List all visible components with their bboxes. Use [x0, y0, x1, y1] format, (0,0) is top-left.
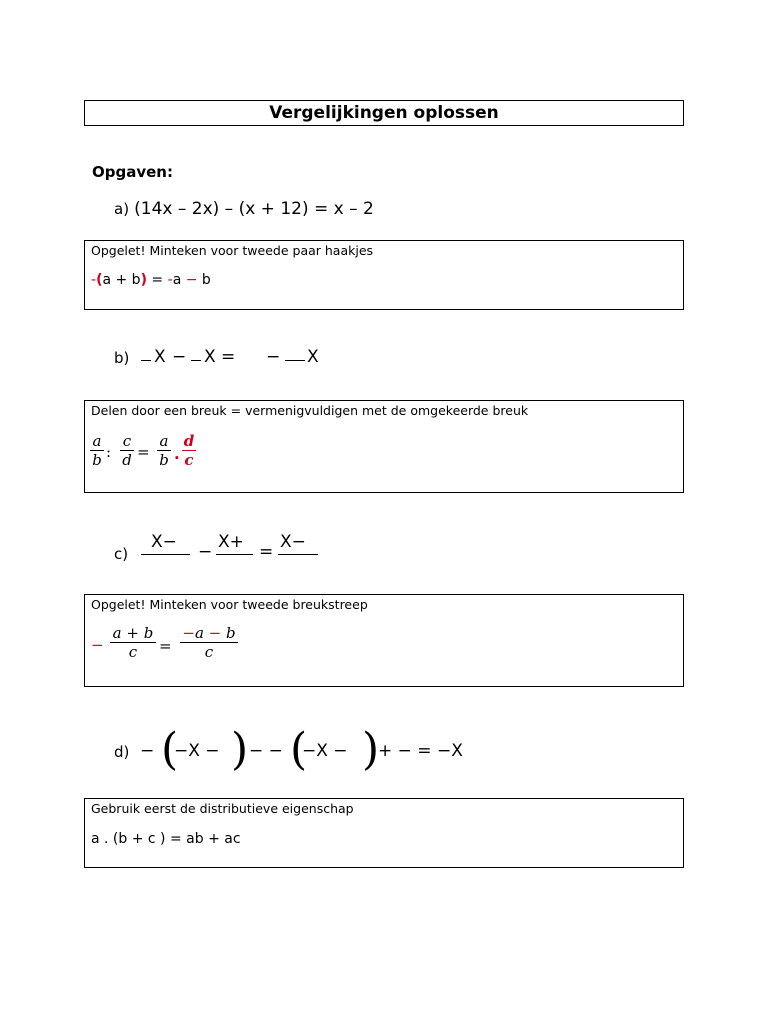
- exercise-d-inner2: −X −: [302, 741, 348, 761]
- exercise-d-label: d): [114, 743, 130, 761]
- exercise-d-lead-minus: −: [140, 741, 155, 761]
- exercise-d-tail: + − = −X: [378, 741, 463, 761]
- numerator: d: [183, 432, 195, 450]
- denominator: c: [128, 643, 138, 661]
- left-paren: (: [161, 724, 179, 775]
- formula-close-paren: ): [140, 272, 147, 288]
- exercise-d-middle: − −: [249, 741, 283, 761]
- fraction-d-over-c: [182, 432, 196, 469]
- page-title: Vergelijkingen oplossen: [84, 100, 684, 126]
- blank-line: [141, 360, 151, 361]
- denominator: b: [92, 451, 102, 469]
- exercise-a: [114, 199, 374, 219]
- fraction-bar: [216, 554, 253, 555]
- term-a: a: [194, 624, 209, 642]
- hint-box-b: [84, 400, 684, 493]
- section-label: Opgaven:: [92, 163, 173, 181]
- hint-box-a: [84, 240, 684, 310]
- left-paren: (: [290, 724, 308, 775]
- numerator: [180, 624, 238, 642]
- exercise-a-label: a): [114, 200, 130, 218]
- exercise-b-minus1: −: [172, 347, 187, 367]
- denominator: c: [204, 643, 214, 661]
- right-paren: ): [231, 724, 249, 775]
- lead-minus-sign: −: [91, 636, 104, 654]
- numerator: a: [92, 432, 102, 450]
- hint-box-c: [84, 594, 684, 687]
- exercise-c-term3: X−: [280, 532, 306, 552]
- formula-minus: -: [91, 272, 97, 288]
- denominator: d: [122, 451, 132, 469]
- hint-d-formula: a . (b + c ) = ab + ac: [91, 831, 241, 847]
- fraction-bar: [278, 554, 318, 555]
- exercise-c-term2: X+: [218, 532, 244, 552]
- formula-a: a: [172, 272, 186, 288]
- hint-a-formula: [91, 272, 211, 288]
- formula-b: b: [197, 272, 211, 288]
- hint-box-d: [84, 798, 684, 868]
- numerator: a: [159, 432, 169, 450]
- hint-a-heading: Opgelet! Minteken voor tweede paar haakjes: [91, 243, 374, 258]
- exercise-b-term1: X: [154, 347, 166, 367]
- fraction-neg-a-minus-b-over-c: [180, 624, 238, 661]
- exercise-c-label: c): [114, 545, 129, 563]
- exercise-c-equals: =: [259, 542, 274, 562]
- minus-sign: −: [208, 624, 222, 642]
- denominator: b: [159, 451, 169, 469]
- multiply-dot: .: [174, 445, 180, 463]
- term-b: b: [221, 624, 236, 642]
- right-paren: ): [362, 724, 380, 775]
- hint-b-heading: Delen door een breuk = vermenigvuldigen met de omgekeerde breuk: [91, 403, 529, 418]
- formula-minus-b: −: [185, 272, 198, 288]
- equals-sign: =: [137, 443, 150, 461]
- numerator: c: [122, 432, 132, 450]
- hint-d-heading: Gebruik eerst de distributieve eigenschap: [91, 801, 354, 816]
- exercise-d-inner1: −X −: [174, 741, 220, 761]
- fraction-a-over-b: [90, 432, 104, 469]
- blank-line: [191, 360, 201, 361]
- minus-sign: −: [182, 624, 195, 642]
- formula-ab: a + b: [102, 272, 141, 288]
- fraction-bar: [141, 554, 190, 555]
- colon-operator: :: [106, 443, 112, 461]
- blank-line: [285, 360, 305, 361]
- exercise-b-term3: X: [307, 347, 319, 367]
- hint-c-heading: Opgelet! Minteken voor tweede breukstreep: [91, 597, 368, 612]
- exercise-a-equation: (14x – 2x) – (x + 12) = x – 2: [134, 199, 374, 219]
- denominator: c: [184, 451, 194, 469]
- exercise-b-label: b): [114, 349, 130, 367]
- formula-equals: =: [146, 272, 168, 288]
- exercise-b-term2: X =: [204, 347, 236, 367]
- exercise-b-minus2: −: [266, 347, 281, 367]
- fraction-a-over-b-result: [157, 432, 171, 469]
- exercise-c-minus: −: [198, 542, 213, 562]
- exercise-c-term1: X−: [151, 532, 177, 552]
- fraction-c-over-d: [120, 432, 134, 469]
- formula-minus-a: -: [167, 272, 173, 288]
- numerator: a + b: [112, 624, 154, 642]
- fraction-a-plus-b-over-c: [110, 624, 156, 661]
- equals-sign: =: [159, 637, 172, 655]
- formula-open-paren: (: [96, 272, 103, 288]
